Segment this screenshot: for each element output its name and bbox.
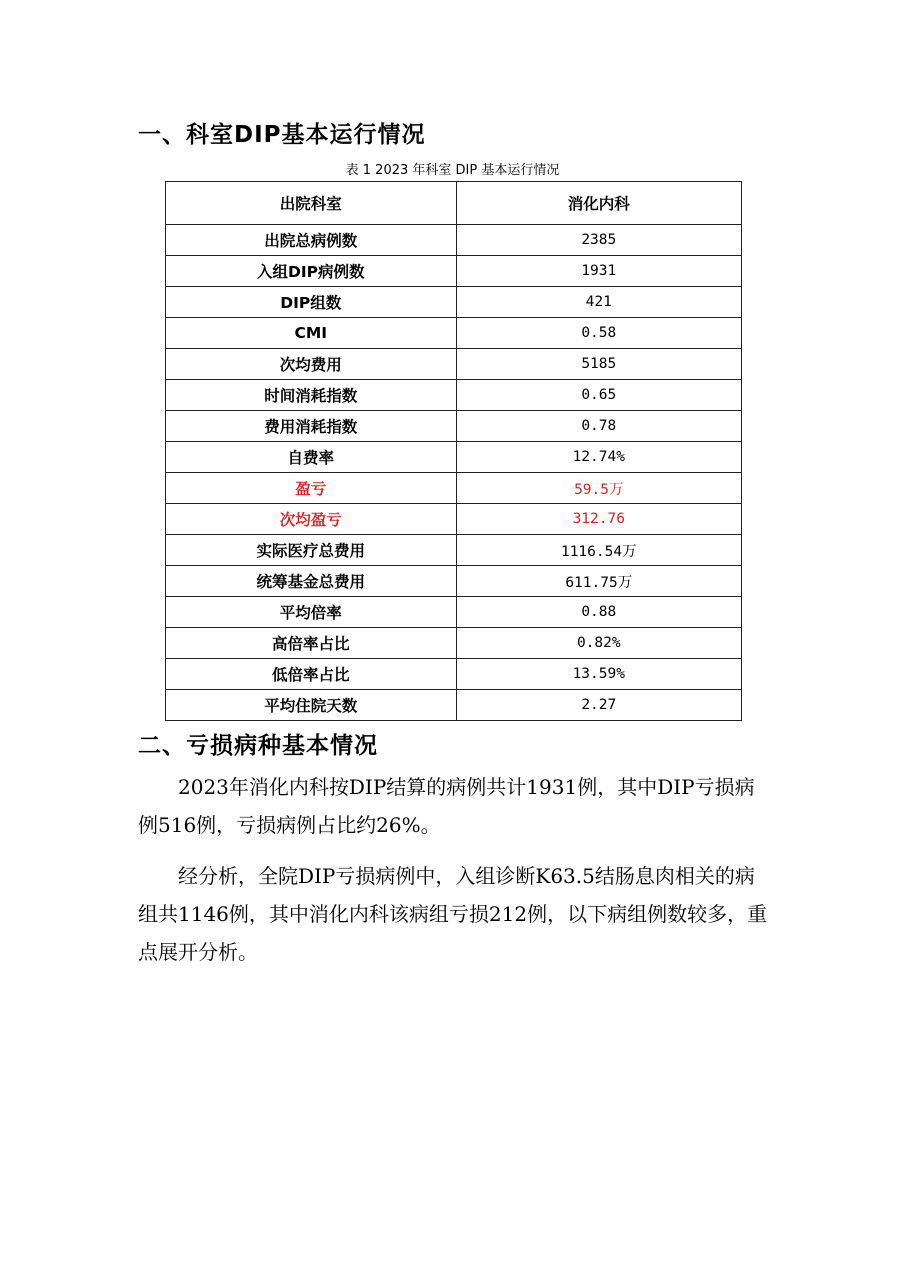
table-row: [166, 566, 742, 597]
table-row: [166, 318, 742, 349]
row-value: 0.88: [456, 597, 741, 628]
row-value: 0.82%: [456, 628, 741, 659]
row-label: 盈亏: [166, 473, 457, 504]
row-label: 统筹基金总费用: [166, 566, 457, 597]
row-value: 13.59%: [456, 659, 741, 690]
table-row: [166, 597, 742, 628]
table-row: [166, 690, 742, 721]
table-row: [166, 442, 742, 473]
table-row: [166, 225, 742, 256]
row-value: 312.76: [456, 504, 741, 535]
header-key-cell: 出院科室: [166, 182, 457, 225]
row-value: 1116.54万: [456, 535, 741, 566]
row-value: 0.58: [456, 318, 741, 349]
section-2-heading: 二、亏损病种基本情况: [138, 733, 378, 759]
table-row: [166, 659, 742, 690]
row-value: 421: [456, 287, 741, 318]
table-row: [166, 535, 742, 566]
row-label: 平均倍率: [166, 597, 457, 628]
row-value: 5185: [456, 349, 741, 380]
table-row: [166, 411, 742, 442]
table-row: [166, 256, 742, 287]
row-value: 12.74%: [456, 442, 741, 473]
paragraph: 2023年消化内科按DIP结算的病例共计1931例，其中DIP亏损病例516例，亏损病例占比约26%。: [138, 775, 755, 837]
row-value: 1931: [456, 256, 741, 287]
table-row-highlight: [166, 473, 742, 504]
row-label: 入组DIP病例数: [166, 256, 457, 287]
row-label: CMI: [166, 318, 457, 349]
row-label: 出院总病例数: [166, 225, 457, 256]
row-label: 次均费用: [166, 349, 457, 380]
header-value-cell: 消化内科: [456, 182, 741, 225]
table-row-highlight: [166, 504, 742, 535]
paragraph: 经分析，全院DIP亏损病例中，入组诊断K63.5结肠息肉相关的病组共1146例，其中消化内科该病组亏损212例，以下病组例数较多，重点展开分析。: [138, 864, 768, 964]
row-label: DIP组数: [166, 287, 457, 318]
table-row: [166, 628, 742, 659]
row-label: 自费率: [166, 442, 457, 473]
row-label: 次均盈亏: [166, 504, 457, 535]
row-label: 高倍率占比: [166, 628, 457, 659]
section-2-body: [138, 768, 773, 971]
table-row: [166, 349, 742, 380]
section-1-heading: 一、科室DIP基本运行情况: [138, 122, 426, 148]
row-label: 低倍率占比: [166, 659, 457, 690]
row-value: 59.5万: [456, 473, 741, 504]
row-label: 费用消耗指数: [166, 411, 457, 442]
row-value: 611.75万: [456, 566, 741, 597]
row-value: 2.27: [456, 690, 741, 721]
row-value: 2385: [456, 225, 741, 256]
table-caption: 表 1 2023 年科室 DIP 基本运行情况: [345, 163, 560, 178]
dip-operation-table: [165, 181, 742, 721]
row-value: 0.65: [456, 380, 741, 411]
row-label: 时间消耗指数: [166, 380, 457, 411]
row-label: 实际医疗总费用: [166, 535, 457, 566]
table-row: [166, 380, 742, 411]
table-row: [166, 287, 742, 318]
row-value: 0.78: [456, 411, 741, 442]
row-label: 平均住院天数: [166, 690, 457, 721]
table-header-row: [166, 182, 742, 225]
